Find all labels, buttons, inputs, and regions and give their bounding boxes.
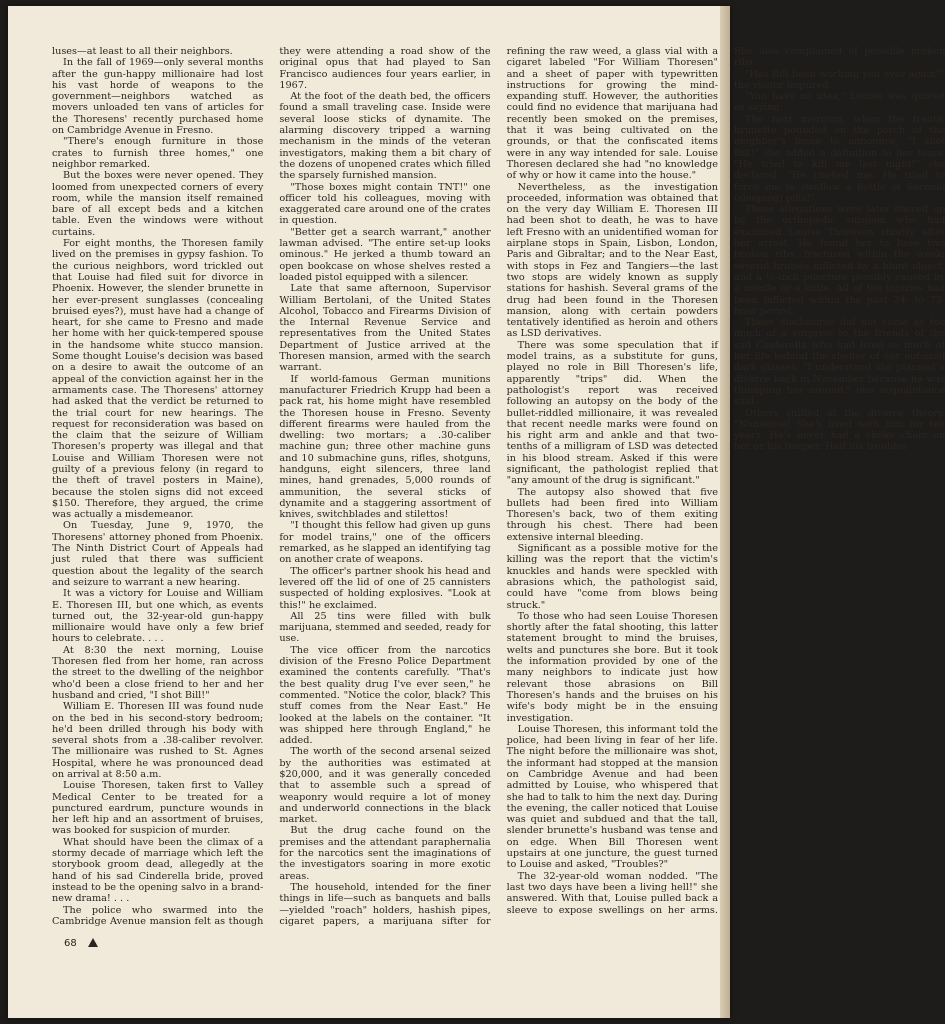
article-paragraph: Others sniffed at the divorce theory. "Nonsense! She's lived with him for ten years. He's never had a choke chain on her or his temper. Half his troubles — [733, 407, 945, 453]
article-paragraph: But the drug cache found on the premises and the attendant paraphernalia for the narcotics sent the imaginations of the investigators soaring in more exotic areas. — [279, 825, 491, 882]
article-paragraph: What should have been the climax of a stormy decade of marriage which left the storybook groom dead, allegedly at the hand of his sad Cinderella bride, proved instead to be the opening salvo in a brand-new drama! . . . — [52, 836, 264, 905]
article-paragraph: Louise Thoresen, taken first to Valley Medical Center to be treated for a punctured eardrum, puncture wounds in her left hip and an assortment of bruises, was booked for suspicion of murder. — [52, 780, 264, 837]
article-paragraph: William E. Thoresen III was found nude on the bed in his second-story bedroom; he'd been drilled through his body with several shots from a .38-caliber revolver. The millionaire was rushed to St. Agnes Hospital, where he was pronounced dead on arrival at 8:50 a.m. — [52, 701, 264, 780]
article-paragraph: The 32-year-old woman nodded. "The last two days have been a living hell!" she answered. With that, Louise pulled back a sleeve to expose swellings on her arms. She also complained of possible broken ribs. — [506, 46, 945, 916]
article-paragraph: The vice officer from the narcotics division of the Fresno Police Department examined the contents carefully. "That's the best quality drug I've ever seen," he commented. "Notice the color, black? This stuff comes from the Near East." He looked at the labels on the container. "It was shipped here through England," he added. — [279, 644, 491, 747]
article-paragraph: The police who swarmed into the Cambridge Avenue mansion felt as though they were attending a road show of the original opus that had played to San Francisco audiences four years earlier, in 1967. — [52, 46, 491, 927]
article-paragraph: For eight months, the Thoresen family lived on the premises in gypsy fashion. To the curious neighbors, word trickled out that Louise had filed suit for divorce in Phoenix. However, the slender brunette in her ever-present sunglasses (concealing bruised eyes?), must have had a change of heart, for she came to Fresno and made her home with her quick-tempered spouse in the handsome white stucco mansion. Some thought Louise's decision was based on a desire to await the outcome of an appeal of the conviction against her in the armaments case. The Thoresens' attorney had asked that the verdict be returned to the trial court for new hearings. The request for reconsideration was based on the claim that the seizure of William Thoresen's property was illegal and that Louise and William Thoresen were not guilty of a previous felony (in regard to the theft of travel posters in Maine), because the stolen signs did not exceed $150. Therefore, they argued, the crime was actually a misdemeanor. — [52, 238, 264, 521]
article-paragraph: At the foot of the death bed, the officers found a small traveling case. Inside were several loose sticks of dynamite. The alarming discovery tripped a warning mechanism in the minds of the veteran investigators, making them a bit chary of the dozens of unopened crates which filled the sparsely furnished mansion. — [279, 91, 491, 182]
article-paragraph: The worth of the second arsenal seized by the authorities was estimated at $20,000, and it was generally conceded that to assemble such a spread of weaponry would require a lot of money and underworld connections in the black market. — [279, 746, 491, 826]
article-paragraph: In the fall of 1969—only several months after the gun-happy millionaire had lost his vast horde of weapons to the government—neighbors watched as movers unloaded ten vans of articles for the Thoresens' recently purchased home on Cambridge Avenue in Fresno. — [52, 57, 264, 137]
article-paragraph: On Tuesday, June 9, 1970, the Thoresens' attorney phoned from Phoenix. The Ninth District Court of Appeals had just ruled that there was sufficient question about the legality of the search and seizure to warrant a new hearing. — [52, 520, 264, 588]
article-columns — [52, 46, 945, 936]
article-paragraph: "You have no idea," Louise was quoted as saying. — [733, 91, 945, 114]
article-paragraph: The autopsy also showed that five bullets had been fired into William Thoresen's back, two of them exiting through his chest. There had been extensive internal bleeding. — [506, 486, 718, 543]
article-paragraph: These disclosures did not come as too much of a surprise to the friends of the sad Cinderella who had lived so much of her life behind the shelter of our outsized dark glasses. "I understand she planned a divorce back in November because he was thumping her around," one acquaintance said. — [733, 317, 945, 408]
article-paragraph: Late that same afternoon, Supervisor William Bertolani, of the United States Alcohol, Tobacco and Firearms Division of the Internal Revenue Service and representatives from the United States Department of Justice arrived at the Thoresen mansion, armed with the search warrant. — [279, 283, 491, 374]
article-paragraph: If world-famous German munitions manufacturer Friedrich Krupp had been a pack rat, his home might have resembled the Thoresen house in Fresno. Seventy different firearms were hauled from the dwelling: two mortars; a .30-caliber machine gun; three other machine guns and 10 submachine guns, rifles, shotguns, handguns, eight silencers, three land mines, hand grenades, 5,000 rounds of ammunition, the several sticks of dynamite and a staggering assortment of knives, switchblades and stilettos! — [279, 373, 491, 521]
article-paragraph: luses—at least to all their neighbors. — [52, 46, 233, 57]
triangle-icon — [88, 938, 98, 947]
article-paragraph: But the boxes were never opened. They loomed from unexpected corners of every room, while the mansion itself remained bare of all except beds and a kitchen table. Even the windows were without curtains. — [52, 170, 264, 238]
page-binding-edge — [720, 6, 730, 1018]
magazine-page — [8, 6, 945, 1018]
article-paragraph: These allegations were later shored up by the orthopedic surgeon who had examined Louise Thoresen shortly after her arrest. He found her to have two broken ribs, fractured within the week; several bruises inflicted by a blunt object, and a ½-inch puncture possibly caused by a needle or a knife. All of the injuries had been inflicted within the past 24- to 72-hour period. — [733, 204, 945, 317]
article-paragraph: "Has Bill been working you over again?" the visitor inquired. — [733, 68, 945, 91]
article-paragraph: The officer's partner shook his head and levered off the lid of one of 25 cannisters suspected of holding explosives. "Look at this!" he exclaimed. — [279, 565, 491, 611]
article-paragraph: "There's enough furniture in those crates to furnish three homes," one neighbor remarked. — [52, 136, 264, 170]
article-paragraph: To those who had seen Louise Thoresen shortly after the fatal shooting, this latter statement brought to mind the bruises, welts and punctures she bore. But it took the information provided by one of the many neighbors to indicate just how relevant those abrasions on Bill Thoresen's hands and the bruises on his wife's body might be in the ensuing investigation. — [506, 610, 718, 724]
article-paragraph: The household, intended for the finer things in life—such as banquets and balls—yielded "roach" holders, hashish pipes, cigaret papers, a marijuana sifter for refining the raw weed, a glass vial with a cigaret labeled "For William Thoresen" and a sheet of paper with typewritten instructions for growing the mind-expanding stuff. However, the authorities could find no evidence that marijuana had recently been smoked on the premises, that it was being cultivated on the grounds, or that the confiscated items were in any way intended for sale. Louise Thoresen declared she had "no knowledge of why or how it came into the house." — [279, 46, 718, 927]
article-paragraph: Louise Thoresen, this informant told the police, had been living in fear of her life. The night before the millionaire was shot, the informant had stopped at the mansion on Cambridge Avenue and had been admitted by Louise, who whispered that she had to talk to him the next day. During the evening, the caller noticed that Louise was quiet and subdued and that the tall, slender brunette's husband was tense and on edge. When Bill Thoresen went upstairs at one juncture, the guest turned to Louise and asked, "Troubles?" — [506, 723, 718, 871]
article-paragraph: There was some speculation that if model trains, as a substitute for guns, played no role in Bill Thoresen's life, apparently "trips" did. When the pathologist's report was received following an autopsy on the body of the bullet-riddled millionaire, it was revealed that recent needle marks were found on his right arm and ankle and that two-tenths of a milligram of LSD was detected in his blood stream. Asked if this were significant, the pathologist replied that "any amount of the drug is significant." — [506, 339, 718, 487]
article-paragraph: "Those boxes might contain TNT!" one officer told his colleagues, moving with exaggerated care around one of the crates in question. — [279, 181, 491, 227]
article-paragraph: The next morning, when the frantic brunette pounded on the porch of the neighbor's home to announce, "I shot Bill!" she added a definition to her fears. "He tried to kill me last night!" she declared. "He choked me. He tried to force me to swallow a bottle of Seconal (sleeping) pills!" — [733, 113, 945, 204]
page-footer — [64, 938, 106, 949]
article-paragraph: All 25 tins were filled with bulk marijuana, stemmed and seeded, ready for use. — [279, 610, 491, 645]
page-number: 68 — [64, 938, 77, 949]
article-paragraph: At 8:30 the next morning, Louise Thoresen fled from her home, ran across the street to the dwelling of the neighbor who'd been a close friend to her and her husband and cried, "I shot Bill!" — [52, 644, 264, 701]
article-paragraph: Nevertheless, as the investigation proceeded, information was obtained that on the very day William E. Thoresen III had been shot to death, he was to have left Fresno with an unidentified woman for airplane stops in Spain, Lisbon, London, Paris and Gibraltar; and to the Near East, with stops in Fez and Tangiers—the last two stops are widely known as supply stations for hashish. Several grams of the drug had been found in the Thoresen mansion, along with certain powders tentatively identified as heroin and others as LSD derivatives. — [506, 181, 718, 340]
article-paragraph: "I thought this fellow had given up guns for model trains," one of the officers remarked, as he slapped an identifying tag on another crate of weapons. — [279, 520, 491, 566]
article-paragraph: Significant as a possible motive for the killing was the report that the victim's knuckles and hands were speckled with abrasions which, the pathologist said, could have "come from blows being struck." — [506, 543, 718, 611]
article-paragraph: "Better get a search warrant," another lawman advised. "The entire set-up looks ominous." He jerked a thumb toward an open bookcase on whose shelves rested a loaded pistol equipped with a silencer. — [279, 226, 491, 283]
article-paragraph: It was a victory for Louise and William E. Thoresen III, but one which, as events turned out, the 32-year-old gun-happy millionaire would have only a few brief hours to celebrate. . . . — [52, 588, 264, 645]
